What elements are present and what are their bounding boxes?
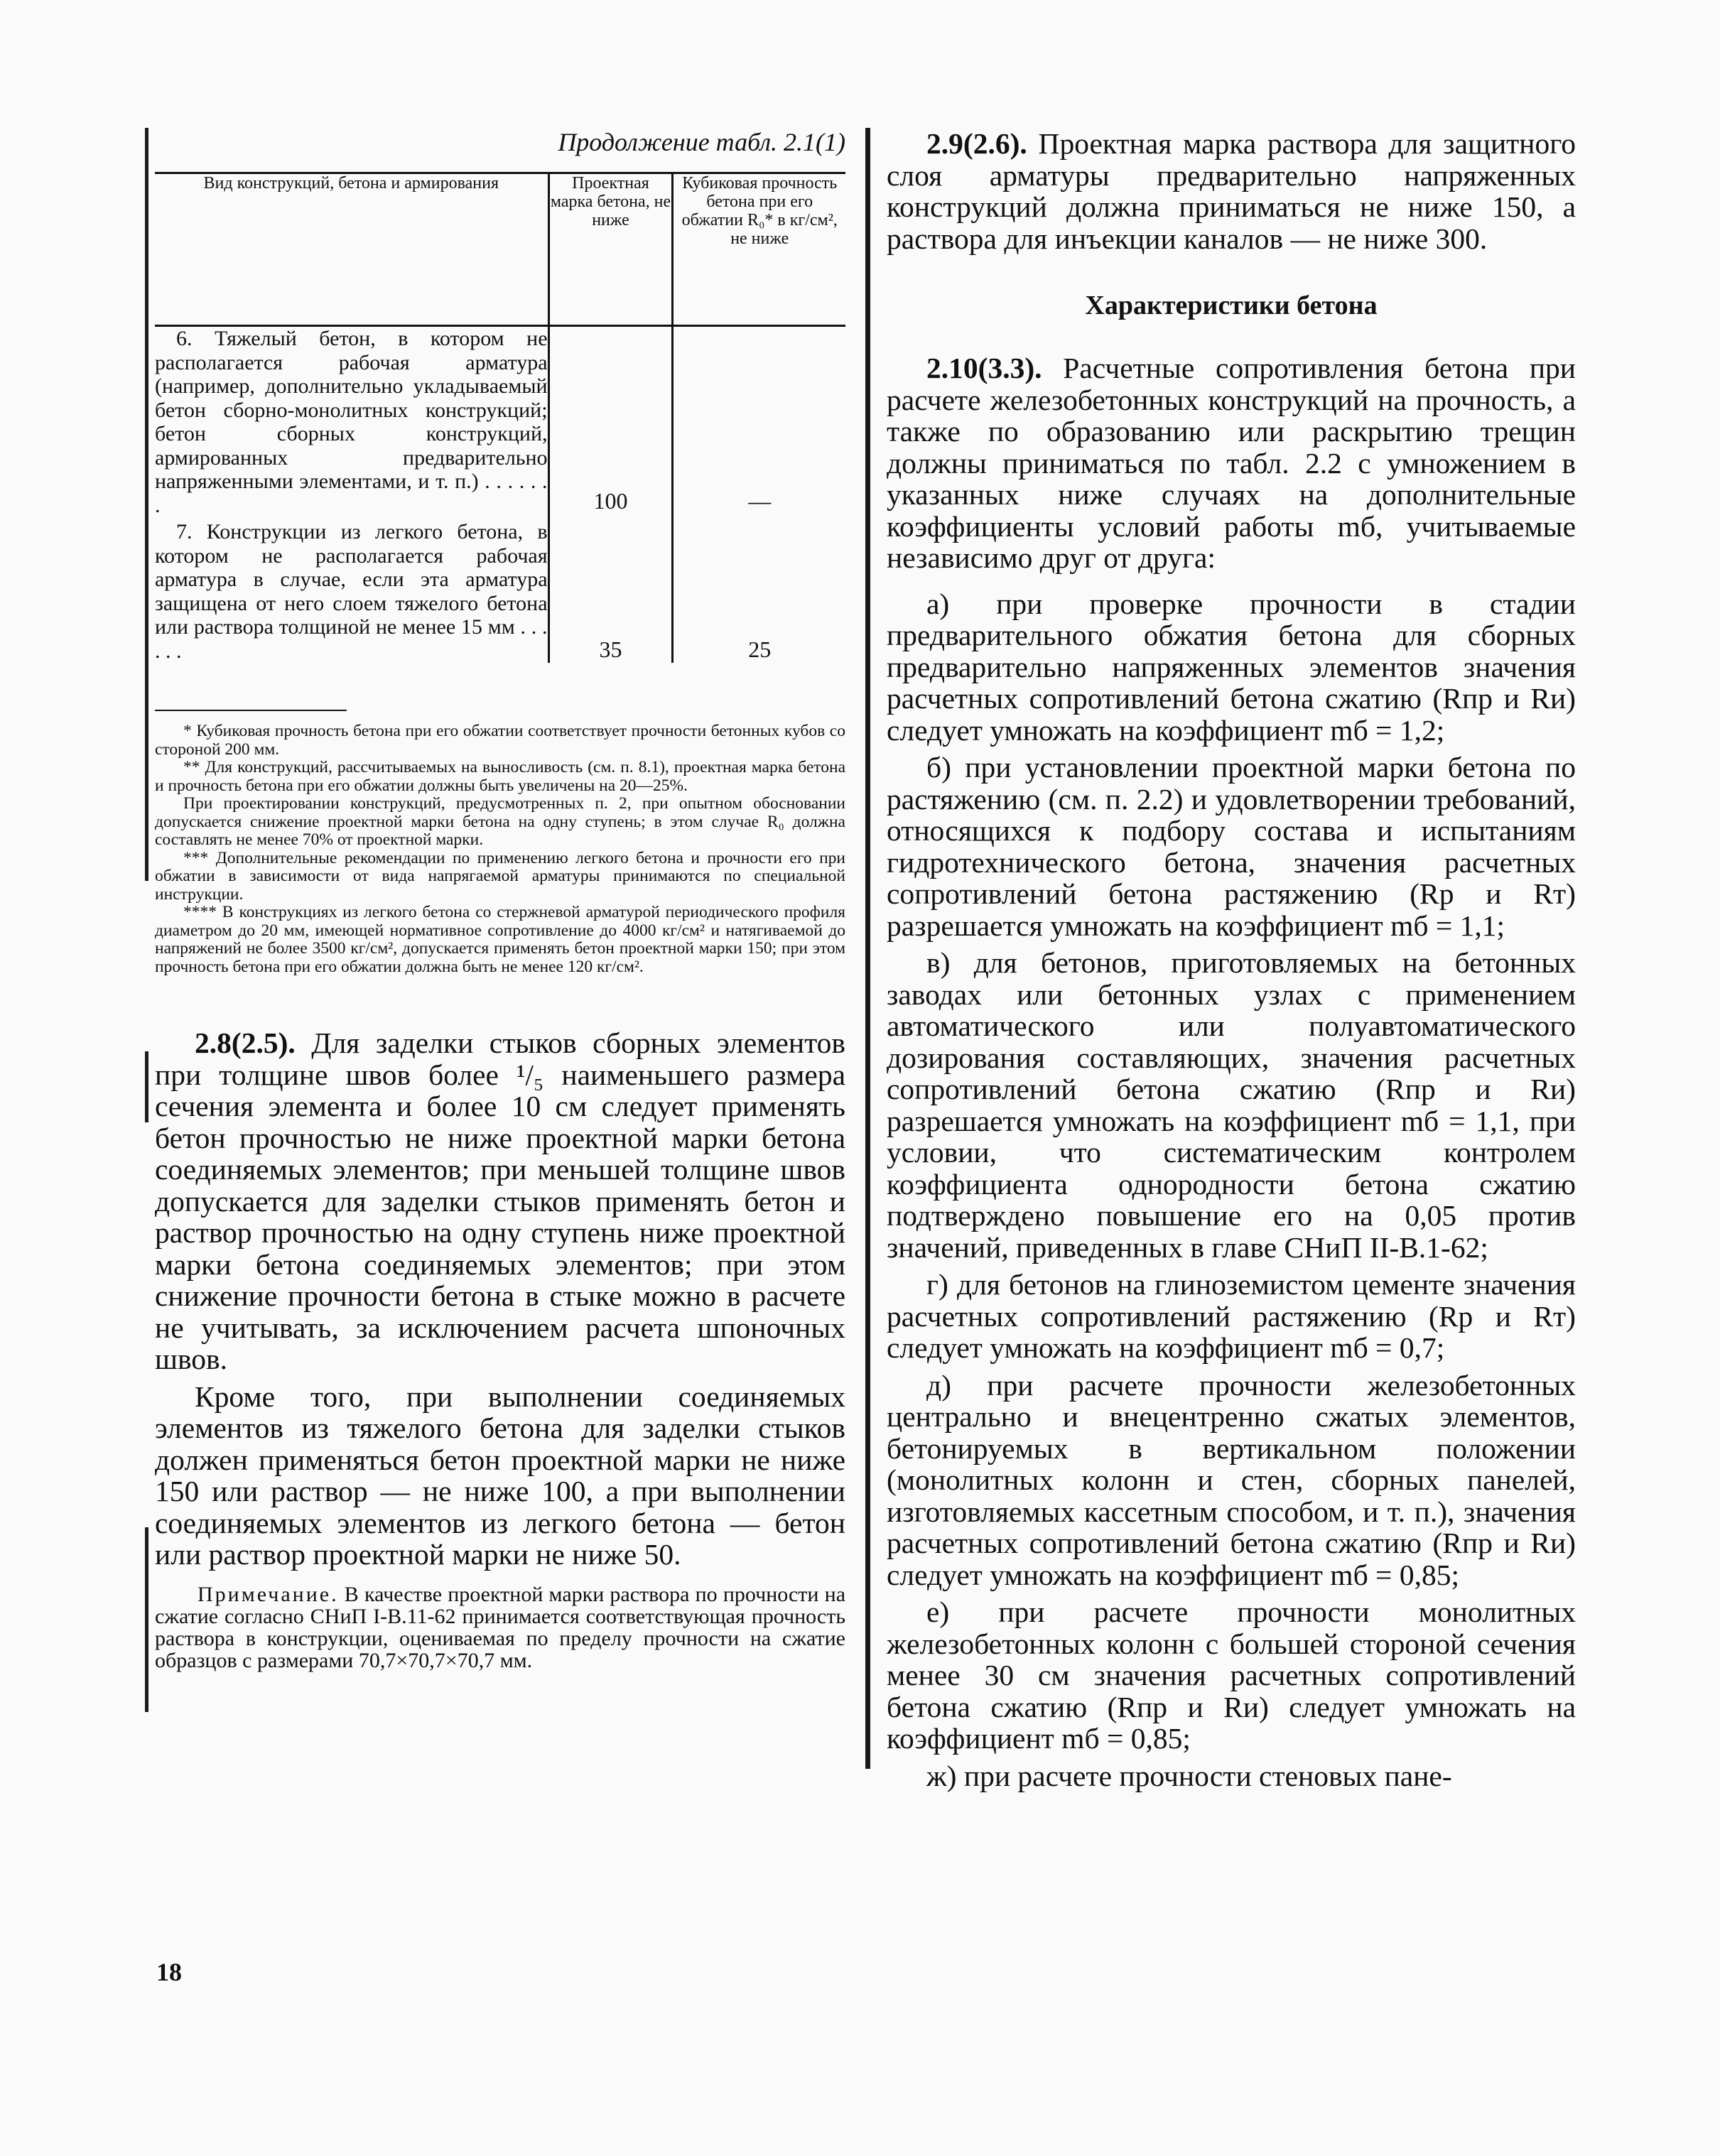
list-item: е) при расчете прочности монолитных железобетонных колонн с большей стороной сечения менее 30 см значения расчетных сопротивлений бетона сжатию (Rпр и Rи) следует умножать на коэффициент mб = 0,85;	[887, 1596, 1576, 1755]
paragraph-2-9	[887, 128, 1576, 254]
footnote: **** В конструкциях из легкого бетона со стержневой арматурой периодического профиля диаметром до 20 мм, имеющей нормативное сопротивление до 4000 кг/см² и натягиваемой до напряжений не более 3500 кг/см², допускается применять бетон проектной марки 150; при этом прочность бетона при его обжатии должна быть не менее 120 кг/см².	[155, 903, 845, 976]
note	[155, 1583, 845, 1672]
footnote-rule	[155, 710, 347, 711]
margin-bar-top	[145, 128, 148, 881]
table-row	[155, 517, 845, 663]
table-continuation-caption: Продолжение табл. 2.1(1)	[558, 128, 845, 156]
row6-strength: —	[673, 326, 845, 518]
margin-bar-bottom	[145, 1527, 148, 1712]
header-construction-type: Вид конструкций, бетона и армирования	[155, 173, 548, 326]
left-column	[155, 128, 845, 1672]
list-item: в) для бетонов, приготовляемых на бетонных заводах или бетонных узлах с применением автоматического или полуавтоматического дозирования составляющих, значения расчетных сопротивлений бетона сжатию (Rпр и Rи) разрешается умножать на коэффициент mб = 1,1, при условии, что систематическим контролем коэффициента однородности бетона сжатию подтверждено повышение его на 0,05 против значений, приведенных в главе СНиП II-B.1-62;	[887, 946, 1576, 1264]
footnote: При проектировании конструкций, предусмотренных п. 2, при опытном обосновании допускается снижение проектной марки бетона на одну ступень; в этом случае R₀ должна составлять не менее 70% от проектной марки.	[155, 794, 845, 849]
footnotes	[155, 722, 845, 976]
paragraph-number: 2.9(2.6).	[926, 127, 1027, 160]
paragraph-number: 2.8(2.5).	[195, 1026, 296, 1059]
header-cube-strength: Кубиковая прочность бетона при его обжатии R₀* в кг/см², не ниже	[673, 173, 845, 326]
row7-grade: 35	[548, 517, 673, 663]
list-item: а) при проверке прочности в стадии предварительного обжатия бетона для сборных предварительно напряженных элементов значения расчетных сопротивлений бетона сжатию (Rпр и Rи) следует умножать на коэффициент mб = 1,2;	[887, 587, 1576, 747]
paragraph-2-10	[887, 352, 1576, 1792]
right-column	[887, 128, 1576, 1792]
row6-text: 6. Тяжелый бетон, в котором не располагается рабочая арматура (например, дополнительно укладываемый бетон сборно-монолитных конструкций; бетон сборных конструкций, армированных предварительно напряженными элементами, и т. п.) . . . . . . .	[155, 327, 548, 517]
footnote: *** Дополнительные рекомендации по применению легкого бетона и прочности его при обжатии в зависимости от вида напрягаемой арматуры принимаются по специальной инструкции.	[155, 848, 845, 904]
header-design-grade: Проектная марка бетона, не ниже	[548, 173, 673, 326]
footnote: * Кубиковая прочность бетона при его обжатии соответствует прочности бетонных кубов со стороной 200 мм.	[155, 722, 845, 759]
paragraph-2-8	[155, 1027, 845, 1571]
list-item: д) при расчете прочности железобетонных центрально и внецентренно сжатых элементов, бетонируемых в вертикальном положении (монолитных колонн и стен, сборных панелей, изготовляемых кассетным способом, и т. п.), значения расчетных сопротивлений бетона сжатию (Rпр и Rи) следует умножать на коэффициент mб = 0,85;	[887, 1368, 1576, 1591]
list-item: ж) при расчете прочности стеновых пане-	[926, 1759, 1452, 1792]
list-item: г) для бетонов на глиноземистом цементе значения расчетных сопротивлений растяжению (Rр и Rт) следует умножать на коэффициент mб = 0,7;	[887, 1268, 1576, 1364]
list-item: б) при установлении проектной марки бетона по растяжению (см. п. 2.2) и удовлетворении требований, относящихся к подбору состава и испытаниям гидротехнического бетона, значения расчетных сопротивлений бетона растяжению (Rр и Rт) разрешается умножать на коэффициент mб = 1,1;	[887, 751, 1576, 942]
paragraph-text: Для заделки стыков сборных элементов при толщине швов более ¹/₅ наименьшего размера сечения элемента и более 10 см следует применять бетон прочностью не ниже проектной марки бетона соединяемых элементов; при меньшей толщине швов допускается для заделки стыков применять бетон и раствор прочностью на одну ступень ниже проектной марки бетона соединяемых элементов; при этом снижение прочности бетона в стыке можно в расчете не учитывать, за исключением расчета шпоночных швов.	[155, 1026, 845, 1375]
section-heading: Характеристики бетона	[1085, 291, 1378, 320]
note-label: Примечание.	[198, 1582, 339, 1606]
paragraph-number: 2.10(3.3).	[926, 352, 1042, 384]
margin-bar-mid	[145, 1051, 148, 1122]
paragraph-text: Кроме того, при выполнении соединяемых элементов из тяжелого бетона для заделки стыков должен применяться бетон проектной марки не ниже 150 или раствор — не ниже 100, а при выполнении соединяемых элементов из легкого бетона — бетон или раствор проектной марки не ниже 50.	[155, 1380, 845, 1571]
row7-text: 7. Конструкции из легкого бетона, в котором не располагается рабочая арматура в случае, если эта арматура защищена от него слоем тяжелого бетона или раствора толщиной не менее 15 мм . . . . . .	[155, 520, 548, 663]
page-number: 18	[156, 1958, 182, 1986]
note-text: В качестве проектной марки раствора по прочности на сжатие согласно СНиП I-B.11-62 принимается соответствующая прочность раствора в конструкции, оцениваемая по пределу прочности на сжатие образцов с размерами 70,7×70,7×70,7 мм.	[155, 1582, 846, 1672]
paragraph-text: Расчетные сопротивления бетона при расчете железобетонных конструкций на прочность, а также по образованию или раскрытию трещин должны приниматься по табл. 2.2 с умножением в указанных ниже случаях на дополнительные коэффициенты условий работы mб, учитываемые независимо друг от друга:	[887, 352, 1576, 574]
paragraph-text: Проектная марка раствора для защитного слоя арматуры предварительно напряженных конструкций должна приниматься не ниже 150, а раствора для инъекции каналов — не ниже 300.	[887, 127, 1576, 255]
row6-grade: 100	[548, 326, 673, 518]
concrete-grade-table	[155, 172, 845, 663]
column-separator	[865, 128, 870, 1769]
row7-strength: 25	[673, 517, 845, 663]
footnote: ** Для конструкций, рассчитываемых на выносливость (см. п. 8.1), проектная марка бетона и прочность бетона при его обжатии должны быть увеличены на 20—25%.	[155, 758, 845, 795]
table-row	[155, 326, 845, 518]
